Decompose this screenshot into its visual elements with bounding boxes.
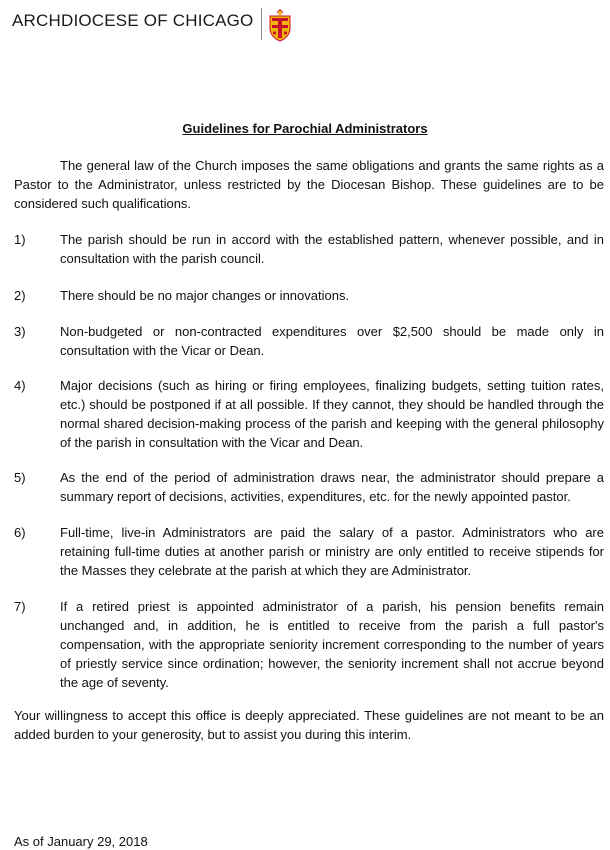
coat-of-arms-icon: [267, 8, 293, 42]
guideline-item: [14, 468, 604, 506]
item-number: 2): [14, 288, 26, 303]
letterhead: [12, 8, 293, 42]
item-text: As the end of the period of administration draws near, the administrator should prepare a summary report of decisions, activities, expenditures, etc. for the newly appointed pastor.: [60, 470, 604, 504]
item-text: If a retired priest is appointed administrator of a parish, his pension benefits remain unchanged and, in addition, he is entitled to receive from the parish a full pastor's compensation, with the appropriate seniority increment corresponding to the number of years of priestly service since ordination; however, the seniority increment shall not accrue beyond the age of seventy.: [60, 599, 604, 690]
guideline-item: [14, 286, 604, 305]
item-text: There should be no major changes or innovations.: [60, 288, 350, 303]
guideline-item: [14, 376, 604, 452]
date-line: As of January 29, 2018: [14, 834, 148, 849]
item-number: 1): [14, 232, 26, 247]
guideline-item: [14, 523, 604, 580]
item-text: The parish should be run in accord with the established pattern, whenever possible, and in consultation with the parish council.: [60, 232, 604, 266]
item-text: Full-time, live-in Administrators are paid the salary of a pastor. Administrators who are retaining full-time duties at another parish or ministry are only entitled to receive stipends for the Masses they celebrate at the parish at which they are Administrator.: [60, 525, 604, 578]
document-title: Guidelines for Parochial Administrators: [182, 121, 428, 136]
item-number: 3): [14, 324, 26, 339]
item-number: 7): [14, 599, 26, 614]
guideline-item: [14, 230, 604, 268]
closing-paragraph: Your willingness to accept this office is deeply appreciated. These guidelines are not meant to be an added burden to your generosity, but to assist you during this interim.: [14, 708, 604, 742]
item-number: 5): [14, 470, 26, 485]
item-text: Major decisions (such as hiring or firing employees, finalizing budgets, setting tuition rates, etc.) should be postponed if at all possible. If they cannot, they should be handled through the normal shared decision-making process of the parish and keeping with the general philosophy of the parish in consultation with the Vicar and Dean.: [60, 378, 604, 450]
item-text: Non-budgeted or non-contracted expenditures over $2,500 should be made only in consultation with the Vicar or Dean.: [60, 324, 604, 358]
guideline-item: [14, 322, 604, 360]
item-number: 6): [14, 525, 26, 540]
item-number: 4): [14, 378, 26, 393]
guideline-item: [14, 597, 604, 692]
intro-paragraph: The general law of the Church imposes the same obligations and grants the same rights as a Pastor to the Administrator, unless restricted by the Diocesan Bishop. These guidelines are to be considered such qualifications.: [14, 158, 604, 211]
letterhead-divider: [261, 8, 262, 40]
org-name: ARCHDIOCESE OF CHICAGO: [12, 11, 254, 30]
